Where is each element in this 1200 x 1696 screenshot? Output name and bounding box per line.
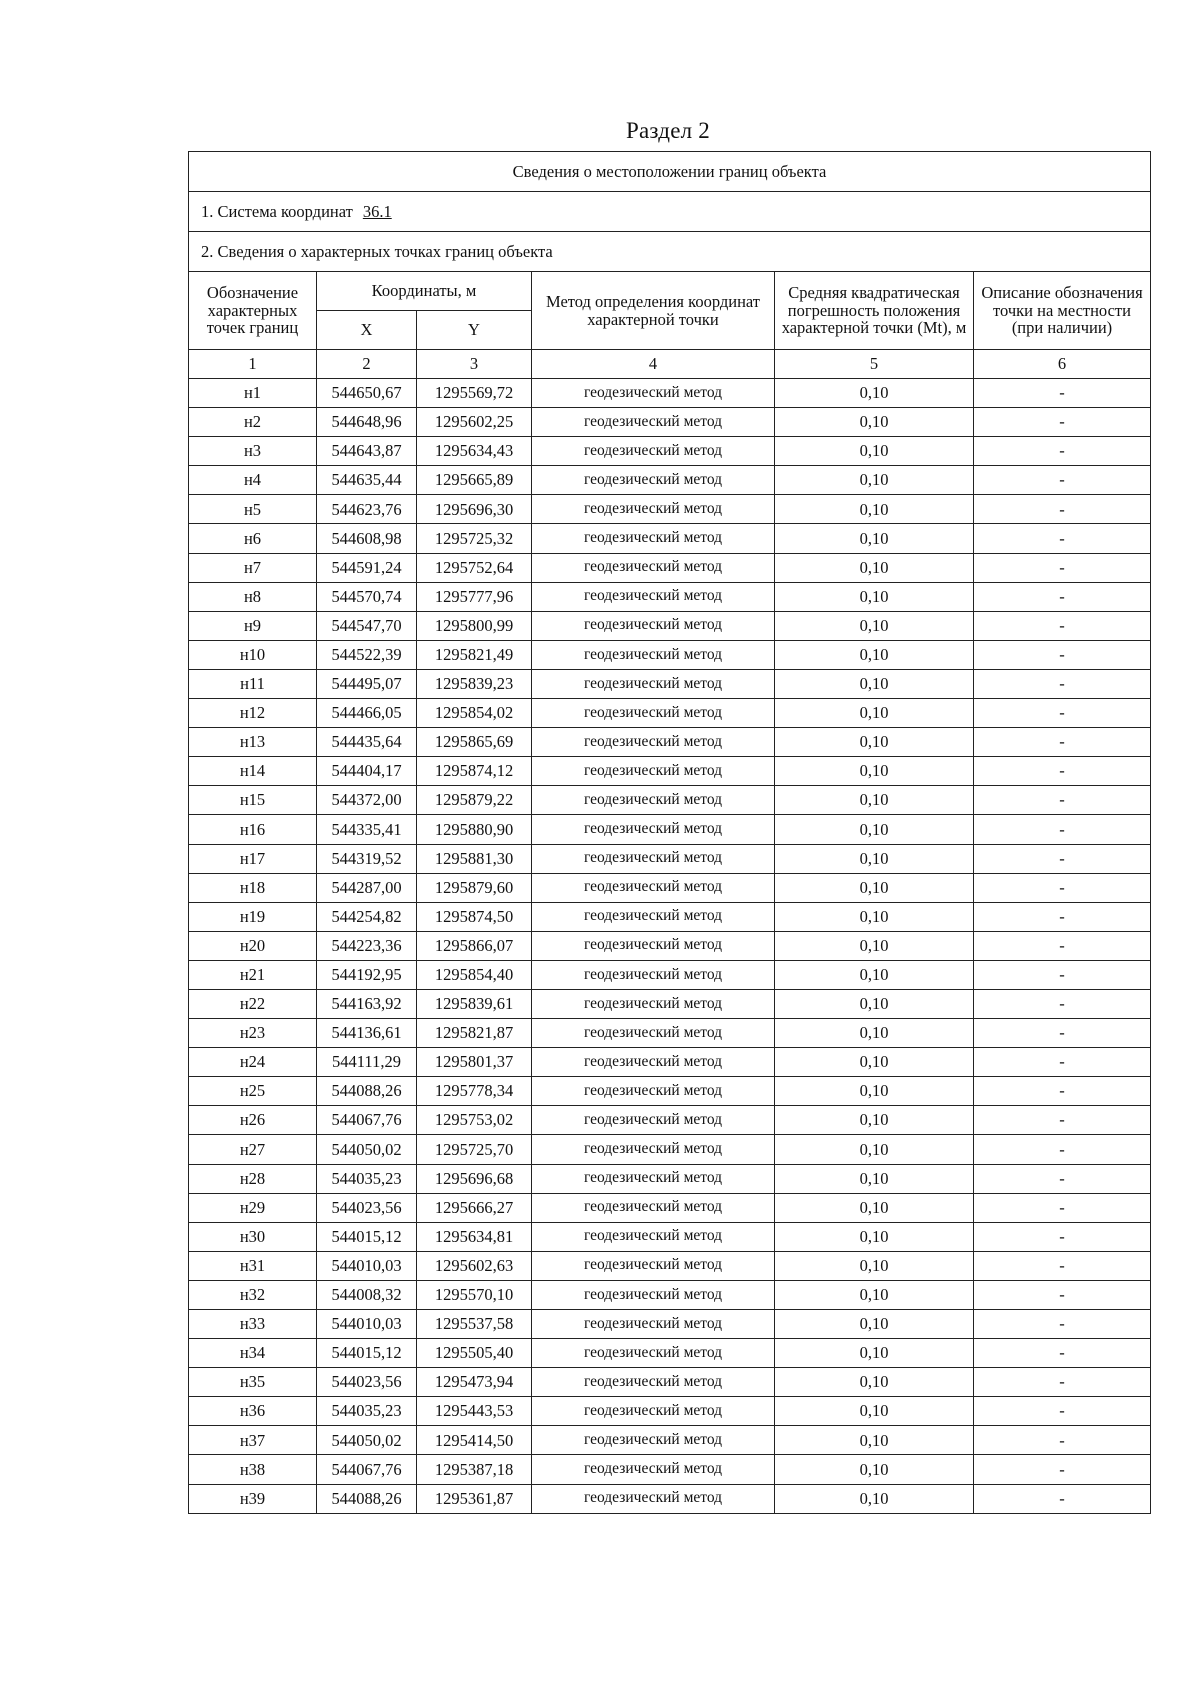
description-cell: - <box>974 757 1151 786</box>
y-coordinate-cell: 1295696,68 <box>417 1164 532 1193</box>
y-coordinate-cell: 1295666,27 <box>417 1193 532 1222</box>
table-row <box>189 1222 1151 1251</box>
y-coordinate-cell: 1295881,30 <box>417 844 532 873</box>
table-row <box>189 1251 1151 1280</box>
mt-error-cell: 0,10 <box>775 1251 974 1280</box>
table-row <box>189 786 1151 815</box>
column-number: 3 <box>417 350 532 379</box>
table-row <box>189 1048 1151 1077</box>
method-cell: геодезический метод <box>532 640 775 669</box>
x-coordinate-cell: 544050,02 <box>317 1426 417 1455</box>
method-cell: геодезический метод <box>532 1426 775 1455</box>
point-id-cell: н28 <box>189 1164 317 1193</box>
y-coordinate-cell: 1295839,61 <box>417 989 532 1018</box>
x-coordinate-cell: 544163,92 <box>317 989 417 1018</box>
description-cell: - <box>974 1193 1151 1222</box>
point-id-cell: н18 <box>189 873 317 902</box>
description-cell: - <box>974 786 1151 815</box>
point-id-cell: н38 <box>189 1455 317 1484</box>
method-cell: геодезический метод <box>532 960 775 989</box>
point-id-cell: н37 <box>189 1426 317 1455</box>
y-coordinate-cell: 1295414,50 <box>417 1426 532 1455</box>
point-id-cell: н12 <box>189 699 317 728</box>
y-coordinate-cell: 1295821,49 <box>417 640 532 669</box>
mt-error-cell: 0,10 <box>775 495 974 524</box>
point-id-cell: н4 <box>189 466 317 495</box>
x-coordinate-cell: 544623,76 <box>317 495 417 524</box>
mt-error-cell: 0,10 <box>775 466 974 495</box>
mt-error-cell: 0,10 <box>775 728 974 757</box>
x-coordinate-cell: 544067,76 <box>317 1106 417 1135</box>
x-coordinate-cell: 544136,61 <box>317 1019 417 1048</box>
table-row <box>189 1397 1151 1426</box>
y-coordinate-cell: 1295443,53 <box>417 1397 532 1426</box>
section-title: Раздел 2 <box>626 118 710 143</box>
x-coordinate-cell: 544648,96 <box>317 408 417 437</box>
y-coordinate-cell: 1295696,30 <box>417 495 532 524</box>
description-cell: - <box>974 844 1151 873</box>
method-cell: геодезический метод <box>532 379 775 408</box>
description-cell: - <box>974 902 1151 931</box>
column-number: 5 <box>775 350 974 379</box>
mt-error-cell: 0,10 <box>775 1222 974 1251</box>
x-coordinate-cell: 544372,00 <box>317 786 417 815</box>
method-cell: геодезический метод <box>532 408 775 437</box>
table-row <box>189 1193 1151 1222</box>
x-coordinate-cell: 544050,02 <box>317 1135 417 1164</box>
description-cell: - <box>974 408 1151 437</box>
x-coordinate-cell: 544023,56 <box>317 1193 417 1222</box>
point-id-cell: н27 <box>189 1135 317 1164</box>
column-number-row <box>189 350 1151 379</box>
point-id-cell: н11 <box>189 669 317 698</box>
x-coordinate-cell: 544088,26 <box>317 1077 417 1106</box>
table-row <box>189 1280 1151 1309</box>
x-coordinate-cell: 544650,67 <box>317 379 417 408</box>
method-cell: геодезический метод <box>532 1455 775 1484</box>
y-coordinate-cell: 1295725,32 <box>417 524 532 553</box>
description-cell: - <box>974 582 1151 611</box>
description-cell: - <box>974 989 1151 1018</box>
table-row <box>189 669 1151 698</box>
y-coordinate-cell: 1295839,23 <box>417 669 532 698</box>
mt-error-cell: 0,10 <box>775 582 974 611</box>
header-y: Y <box>417 311 532 350</box>
x-coordinate-cell: 544008,32 <box>317 1280 417 1309</box>
point-id-cell: н9 <box>189 611 317 640</box>
x-coordinate-cell: 544495,07 <box>317 669 417 698</box>
points-heading-row <box>189 232 1151 272</box>
header-description: Описание обозначения точки на местности (при наличии) <box>974 272 1151 350</box>
x-coordinate-cell: 544547,70 <box>317 611 417 640</box>
coord-system-cell <box>189 192 1151 232</box>
x-coordinate-cell: 544287,00 <box>317 873 417 902</box>
mt-error-cell: 0,10 <box>775 669 974 698</box>
description-cell: - <box>974 1077 1151 1106</box>
mt-error-cell: 0,10 <box>775 757 974 786</box>
description-cell: - <box>974 640 1151 669</box>
mt-error-cell: 0,10 <box>775 1455 974 1484</box>
method-cell: геодезический метод <box>532 1106 775 1135</box>
x-coordinate-cell: 544635,44 <box>317 466 417 495</box>
x-coordinate-cell: 544643,87 <box>317 437 417 466</box>
description-cell: - <box>974 728 1151 757</box>
method-cell: геодезический метод <box>532 989 775 1018</box>
description-cell: - <box>974 553 1151 582</box>
x-coordinate-cell: 544223,36 <box>317 931 417 960</box>
coord-system-label: 1. Система координат <box>201 201 353 221</box>
header-row-1 <box>189 272 1151 311</box>
y-coordinate-cell: 1295777,96 <box>417 582 532 611</box>
x-coordinate-cell: 544111,29 <box>317 1048 417 1077</box>
y-coordinate-cell: 1295537,58 <box>417 1310 532 1339</box>
description-cell: - <box>974 1019 1151 1048</box>
y-coordinate-cell: 1295387,18 <box>417 1455 532 1484</box>
mt-error-cell: 0,10 <box>775 1106 974 1135</box>
x-coordinate-cell: 544591,24 <box>317 553 417 582</box>
table-row <box>189 873 1151 902</box>
y-coordinate-cell: 1295570,10 <box>417 1280 532 1309</box>
method-cell: геодезический метод <box>532 1222 775 1251</box>
method-cell: геодезический метод <box>532 1397 775 1426</box>
x-coordinate-cell: 544067,76 <box>317 1455 417 1484</box>
mt-error-cell: 0,10 <box>775 1339 974 1368</box>
y-coordinate-cell: 1295854,40 <box>417 960 532 989</box>
mt-error-cell: 0,10 <box>775 1280 974 1309</box>
method-cell: геодезический метод <box>532 728 775 757</box>
table-row <box>189 524 1151 553</box>
method-cell: геодезический метод <box>532 1339 775 1368</box>
y-coordinate-cell: 1295880,90 <box>417 815 532 844</box>
table-row <box>189 1484 1151 1513</box>
method-cell: геодезический метод <box>532 931 775 960</box>
point-id-cell: н8 <box>189 582 317 611</box>
point-id-cell: н24 <box>189 1048 317 1077</box>
method-cell: геодезический метод <box>532 1193 775 1222</box>
mt-error-cell: 0,10 <box>775 379 974 408</box>
point-id-cell: н1 <box>189 379 317 408</box>
method-cell: геодезический метод <box>532 1077 775 1106</box>
table-row <box>189 379 1151 408</box>
y-coordinate-cell: 1295665,89 <box>417 466 532 495</box>
point-id-cell: н33 <box>189 1310 317 1339</box>
point-id-cell: н13 <box>189 728 317 757</box>
column-number: 4 <box>532 350 775 379</box>
header-designation: Обозначение характерных точек границ <box>189 272 317 350</box>
point-id-cell: н35 <box>189 1368 317 1397</box>
description-cell: - <box>974 1368 1151 1397</box>
y-coordinate-cell: 1295879,22 <box>417 786 532 815</box>
point-id-cell: н21 <box>189 960 317 989</box>
mt-error-cell: 0,10 <box>775 524 974 553</box>
mt-error-cell: 0,10 <box>775 699 974 728</box>
table-row <box>189 902 1151 931</box>
table-row <box>189 582 1151 611</box>
point-id-cell: н19 <box>189 902 317 931</box>
method-cell: геодезический метод <box>532 611 775 640</box>
y-coordinate-cell: 1295874,50 <box>417 902 532 931</box>
point-id-cell: н26 <box>189 1106 317 1135</box>
mt-error-cell: 0,10 <box>775 931 974 960</box>
table-row <box>189 989 1151 1018</box>
y-coordinate-cell: 1295866,07 <box>417 931 532 960</box>
table-row <box>189 1164 1151 1193</box>
point-id-cell: н29 <box>189 1193 317 1222</box>
method-cell: геодезический метод <box>532 466 775 495</box>
point-id-cell: н16 <box>189 815 317 844</box>
method-cell: геодезический метод <box>532 495 775 524</box>
mt-error-cell: 0,10 <box>775 1048 974 1077</box>
description-cell: - <box>974 815 1151 844</box>
x-coordinate-cell: 544010,03 <box>317 1310 417 1339</box>
method-cell: геодезический метод <box>532 524 775 553</box>
method-cell: геодезический метод <box>532 669 775 698</box>
point-id-cell: н2 <box>189 408 317 437</box>
y-coordinate-cell: 1295874,12 <box>417 757 532 786</box>
mt-error-cell: 0,10 <box>775 989 974 1018</box>
point-id-cell: н31 <box>189 1251 317 1280</box>
y-coordinate-cell: 1295879,60 <box>417 873 532 902</box>
method-cell: геодезический метод <box>532 757 775 786</box>
point-id-cell: н20 <box>189 931 317 960</box>
table-row <box>189 757 1151 786</box>
table-row <box>189 699 1151 728</box>
x-coordinate-cell: 544035,23 <box>317 1397 417 1426</box>
description-cell: - <box>974 379 1151 408</box>
table-row <box>189 1368 1151 1397</box>
method-cell: геодезический метод <box>532 553 775 582</box>
mt-error-cell: 0,10 <box>775 408 974 437</box>
description-cell: - <box>974 1310 1151 1339</box>
description-cell: - <box>974 466 1151 495</box>
x-coordinate-cell: 544015,12 <box>317 1222 417 1251</box>
mt-error-cell: 0,10 <box>775 902 974 931</box>
description-cell: - <box>974 1280 1151 1309</box>
method-cell: геодезический метод <box>532 1048 775 1077</box>
x-coordinate-cell: 544335,41 <box>317 815 417 844</box>
point-id-cell: н6 <box>189 524 317 553</box>
x-coordinate-cell: 544015,12 <box>317 1339 417 1368</box>
y-coordinate-cell: 1295854,02 <box>417 699 532 728</box>
point-id-cell: н25 <box>189 1077 317 1106</box>
mt-error-cell: 0,10 <box>775 786 974 815</box>
description-cell: - <box>974 873 1151 902</box>
y-coordinate-cell: 1295801,37 <box>417 1048 532 1077</box>
method-cell: геодезический метод <box>532 1019 775 1048</box>
mt-error-cell: 0,10 <box>775 960 974 989</box>
mt-error-cell: 0,10 <box>775 1310 974 1339</box>
mt-error-cell: 0,10 <box>775 640 974 669</box>
table-row <box>189 553 1151 582</box>
method-cell: геодезический метод <box>532 902 775 931</box>
x-coordinate-cell: 544254,82 <box>317 902 417 931</box>
description-cell: - <box>974 931 1151 960</box>
y-coordinate-cell: 1295602,63 <box>417 1251 532 1280</box>
table-row <box>189 1077 1151 1106</box>
point-id-cell: н22 <box>189 989 317 1018</box>
x-coordinate-cell: 544608,98 <box>317 524 417 553</box>
mt-error-cell: 0,10 <box>775 1484 974 1513</box>
method-cell: геодезический метод <box>532 786 775 815</box>
description-cell: - <box>974 960 1151 989</box>
table-row <box>189 1455 1151 1484</box>
column-number: 1 <box>189 350 317 379</box>
table-row <box>189 408 1151 437</box>
mt-error-cell: 0,10 <box>775 1193 974 1222</box>
method-cell: геодезический метод <box>532 1135 775 1164</box>
x-coordinate-cell: 544570,74 <box>317 582 417 611</box>
description-cell: - <box>974 437 1151 466</box>
method-cell: геодезический метод <box>532 815 775 844</box>
mt-error-cell: 0,10 <box>775 1077 974 1106</box>
mt-error-cell: 0,10 <box>775 1019 974 1048</box>
table-row <box>189 1426 1151 1455</box>
coord-system-value: 36.1 <box>362 201 392 221</box>
point-id-cell: н36 <box>189 1397 317 1426</box>
description-cell: - <box>974 524 1151 553</box>
mt-error-cell: 0,10 <box>775 1368 974 1397</box>
mt-error-cell: 0,10 <box>775 873 974 902</box>
x-coordinate-cell: 544035,23 <box>317 1164 417 1193</box>
mt-error-cell: 0,10 <box>775 844 974 873</box>
method-cell: геодезический метод <box>532 1484 775 1513</box>
table-row <box>189 466 1151 495</box>
table-row <box>189 1339 1151 1368</box>
method-cell: геодезический метод <box>532 873 775 902</box>
y-coordinate-cell: 1295800,99 <box>417 611 532 640</box>
x-coordinate-cell: 544088,26 <box>317 1484 417 1513</box>
description-cell: - <box>974 495 1151 524</box>
y-coordinate-cell: 1295361,87 <box>417 1484 532 1513</box>
points-heading: 2. Сведения о характерных точках границ объекта <box>189 232 1151 272</box>
x-coordinate-cell: 544435,64 <box>317 728 417 757</box>
x-coordinate-cell: 544404,17 <box>317 757 417 786</box>
point-id-cell: н32 <box>189 1280 317 1309</box>
description-cell: - <box>974 1397 1151 1426</box>
x-coordinate-cell: 544522,39 <box>317 640 417 669</box>
method-cell: геодезический метод <box>532 1368 775 1397</box>
description-cell: - <box>974 1106 1151 1135</box>
point-id-cell: н14 <box>189 757 317 786</box>
x-coordinate-cell: 544319,52 <box>317 844 417 873</box>
point-id-cell: н17 <box>189 844 317 873</box>
table-row <box>189 611 1151 640</box>
table-row <box>189 1106 1151 1135</box>
description-cell: - <box>974 1048 1151 1077</box>
column-number: 2 <box>317 350 417 379</box>
x-coordinate-cell: 544192,95 <box>317 960 417 989</box>
table-row <box>189 815 1151 844</box>
mt-error-cell: 0,10 <box>775 437 974 466</box>
table-row <box>189 1310 1151 1339</box>
mt-error-cell: 0,10 <box>775 611 974 640</box>
point-id-cell: н7 <box>189 553 317 582</box>
method-cell: геодезический метод <box>532 1164 775 1193</box>
y-coordinate-cell: 1295865,69 <box>417 728 532 757</box>
y-coordinate-cell: 1295778,34 <box>417 1077 532 1106</box>
description-cell: - <box>974 1222 1151 1251</box>
mt-error-cell: 0,10 <box>775 553 974 582</box>
table-row <box>189 437 1151 466</box>
point-id-cell: н10 <box>189 640 317 669</box>
method-cell: геодезический метод <box>532 582 775 611</box>
header-coordinates: Координаты, м <box>317 272 532 311</box>
method-cell: геодезический метод <box>532 1310 775 1339</box>
description-cell: - <box>974 1164 1151 1193</box>
table-row <box>189 960 1151 989</box>
y-coordinate-cell: 1295753,02 <box>417 1106 532 1135</box>
method-cell: геодезический метод <box>532 1280 775 1309</box>
y-coordinate-cell: 1295473,94 <box>417 1368 532 1397</box>
table-row <box>189 1019 1151 1048</box>
point-id-cell: н5 <box>189 495 317 524</box>
x-coordinate-cell: 544466,05 <box>317 699 417 728</box>
coord-system-row <box>189 192 1151 232</box>
description-cell: - <box>974 1339 1151 1368</box>
table-row <box>189 728 1151 757</box>
method-cell: геодезический метод <box>532 844 775 873</box>
y-coordinate-cell: 1295752,64 <box>417 553 532 582</box>
description-cell: - <box>974 669 1151 698</box>
mt-error-cell: 0,10 <box>775 1164 974 1193</box>
mt-error-cell: 0,10 <box>775 1397 974 1426</box>
y-coordinate-cell: 1295505,40 <box>417 1339 532 1368</box>
table-row <box>189 931 1151 960</box>
mt-error-cell: 0,10 <box>775 815 974 844</box>
method-cell: геодезический метод <box>532 1251 775 1280</box>
method-cell: геодезический метод <box>532 699 775 728</box>
y-coordinate-cell: 1295821,87 <box>417 1019 532 1048</box>
header-method: Метод определения координат характерной точки <box>532 272 775 350</box>
y-coordinate-cell: 1295569,72 <box>417 379 532 408</box>
description-cell: - <box>974 1135 1151 1164</box>
table-row <box>189 844 1151 873</box>
description-cell: - <box>974 699 1151 728</box>
point-id-cell: н30 <box>189 1222 317 1251</box>
description-cell: - <box>974 1251 1151 1280</box>
point-id-cell: н23 <box>189 1019 317 1048</box>
x-coordinate-cell: 544023,56 <box>317 1368 417 1397</box>
point-id-cell: н39 <box>189 1484 317 1513</box>
header-error: Средняя квадратическая погрешность положения характерной точки (Mt), м <box>775 272 974 350</box>
x-coordinate-cell: 544010,03 <box>317 1251 417 1280</box>
header-x: X <box>317 311 417 350</box>
y-coordinate-cell: 1295634,81 <box>417 1222 532 1251</box>
y-coordinate-cell: 1295634,43 <box>417 437 532 466</box>
table-row <box>189 1135 1151 1164</box>
description-cell: - <box>974 1455 1151 1484</box>
table-title-row <box>189 152 1151 192</box>
point-id-cell: н34 <box>189 1339 317 1368</box>
boundary-points-table <box>188 151 1151 1514</box>
method-cell: геодезический метод <box>532 437 775 466</box>
table-title: Сведения о местоположении границ объекта <box>189 152 1151 192</box>
table-row <box>189 495 1151 524</box>
point-id-cell: н15 <box>189 786 317 815</box>
y-coordinate-cell: 1295602,25 <box>417 408 532 437</box>
table-row <box>189 640 1151 669</box>
mt-error-cell: 0,10 <box>775 1135 974 1164</box>
column-number: 6 <box>974 350 1151 379</box>
y-coordinate-cell: 1295725,70 <box>417 1135 532 1164</box>
point-id-cell: н3 <box>189 437 317 466</box>
mt-error-cell: 0,10 <box>775 1426 974 1455</box>
description-cell: - <box>974 611 1151 640</box>
description-cell: - <box>974 1426 1151 1455</box>
description-cell: - <box>974 1484 1151 1513</box>
